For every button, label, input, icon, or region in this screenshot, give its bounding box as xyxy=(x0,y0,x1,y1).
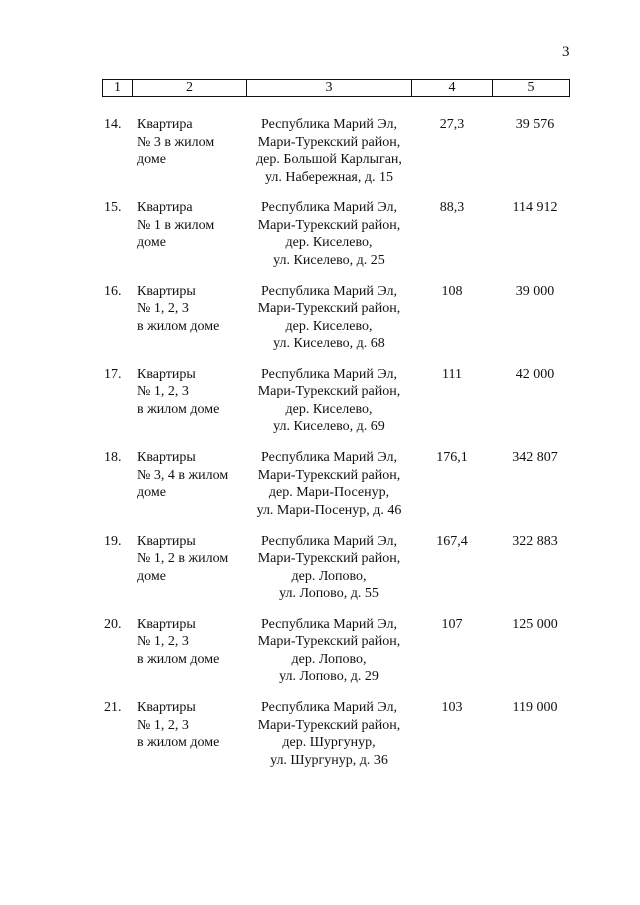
table-row xyxy=(0,283,640,363)
address-line: Мари-Турекский район, xyxy=(257,717,401,733)
property-name-line: в жилом доме xyxy=(137,735,220,751)
property-price: 125 000 xyxy=(512,616,558,632)
property-name xyxy=(137,366,247,419)
property-name-line: доме xyxy=(137,152,166,167)
property-name-line: № 1, 2, 3 xyxy=(137,634,189,650)
row-number: 14. xyxy=(104,117,122,132)
property-name-line: в жилом доме xyxy=(137,318,220,334)
property-price: 342 807 xyxy=(512,450,558,466)
property-address xyxy=(246,533,412,603)
address-line: Мари-Турекский район, xyxy=(257,217,401,233)
property-address xyxy=(246,366,412,436)
address-line: ул. Шургунур, д. 36 xyxy=(270,752,388,768)
header-col-3: 3 xyxy=(246,80,411,96)
table-row xyxy=(0,116,640,196)
address-line: дер. Киселево, xyxy=(285,235,373,251)
address-line: ул. Киселево, д. 25 xyxy=(273,252,385,268)
property-price: 39 000 xyxy=(515,283,555,299)
property-area: 167,4 xyxy=(436,533,468,549)
address-line: ул. Лопово, д. 55 xyxy=(279,586,379,601)
header-col-4: 4 xyxy=(411,80,492,96)
address-line: ул. Киселево, д. 69 xyxy=(273,419,385,435)
property-name-line: № 1, 2 в жилом xyxy=(137,551,229,566)
row-number: 18. xyxy=(104,450,122,466)
address-line: Мари-Турекский район, xyxy=(257,384,401,400)
table-row xyxy=(0,449,640,529)
address-line: Республика Марий Эл, xyxy=(261,450,397,466)
table-row xyxy=(0,199,640,279)
property-name-line: в жилом доме xyxy=(137,651,220,667)
property-name xyxy=(137,533,247,586)
address-line: дер. Большой Карлыган, xyxy=(256,152,402,167)
address-line: ул. Киселево, д. 68 xyxy=(273,336,385,352)
address-line: Республика Марий Эл, xyxy=(261,533,397,549)
property-name-line: № 3, 4 в жилом xyxy=(137,467,229,483)
property-name-line: Квартира xyxy=(137,200,193,216)
property-area: 107 xyxy=(441,616,463,632)
header-col-5: 5 xyxy=(492,80,570,96)
property-name xyxy=(137,449,247,502)
row-number: 17. xyxy=(104,366,122,382)
property-name-line: № 1, 2, 3 xyxy=(137,384,189,400)
address-line: ул. Лопово, д. 29 xyxy=(279,669,379,685)
address-line: ул. Мари-Посенур, д. 46 xyxy=(256,502,402,518)
property-name-line: Квартиры xyxy=(137,700,196,716)
property-name-line: Квартиры xyxy=(137,450,196,466)
address-line: дер. Лопово, xyxy=(291,568,367,584)
property-name xyxy=(137,616,247,669)
page-number: 3 xyxy=(562,44,570,60)
property-name-line: в жилом доме xyxy=(137,401,220,417)
address-line: дер. Мари-Посенур, xyxy=(268,485,390,501)
address-line: дер. Лопово, xyxy=(291,651,367,667)
property-address xyxy=(246,116,412,186)
row-number: 19. xyxy=(104,533,122,549)
property-price: 42 000 xyxy=(515,366,555,382)
property-name-line: № 3 в жилом xyxy=(137,134,215,150)
property-price: 39 576 xyxy=(515,117,555,132)
address-line: Мари-Турекский район, xyxy=(257,634,401,650)
table-row xyxy=(0,699,640,779)
address-line: дер. Киселево, xyxy=(285,401,373,417)
property-area: 103 xyxy=(441,700,463,716)
property-name xyxy=(137,699,247,752)
property-area: 88,3 xyxy=(439,200,465,216)
property-area: 111 xyxy=(442,366,462,382)
property-address xyxy=(246,699,412,769)
property-price: 119 000 xyxy=(512,700,558,716)
property-name-line: доме xyxy=(137,568,166,584)
property-name-line: Квартиры xyxy=(137,366,196,382)
property-name xyxy=(137,283,247,336)
address-line: Республика Марий Эл, xyxy=(261,117,397,132)
table-row xyxy=(0,366,640,446)
property-name xyxy=(137,116,247,169)
address-line: Мари-Турекский район, xyxy=(257,467,401,483)
property-address xyxy=(246,283,412,353)
property-name-line: № 1 в жилом xyxy=(137,217,215,233)
row-number: 20. xyxy=(104,616,122,632)
property-name-line: Квартиры xyxy=(137,533,196,549)
address-line: Мари-Турекский район, xyxy=(257,134,401,150)
address-line: ул. Набережная, д. 15 xyxy=(264,169,393,185)
address-line: Республика Марий Эл, xyxy=(261,283,397,299)
address-line: Мари-Турекский район, xyxy=(257,551,401,566)
property-name-line: Квартиры xyxy=(137,283,196,299)
table-header xyxy=(102,79,570,97)
address-line: Мари-Турекский район, xyxy=(257,301,401,317)
property-name-line: доме xyxy=(137,235,166,251)
property-price: 114 912 xyxy=(512,200,558,216)
address-line: дер. Шургунур, xyxy=(282,735,376,751)
address-line: дер. Киселево, xyxy=(285,318,373,334)
property-name-line: № 1, 2, 3 xyxy=(137,301,189,317)
property-name xyxy=(137,199,247,252)
property-area: 27,3 xyxy=(439,117,465,132)
row-number: 15. xyxy=(104,200,122,216)
property-address xyxy=(246,199,412,269)
row-number: 21. xyxy=(104,700,122,716)
address-line: Республика Марий Эл, xyxy=(261,200,397,216)
property-price: 322 883 xyxy=(512,533,558,549)
property-address xyxy=(246,449,412,519)
property-name-line: № 1, 2, 3 xyxy=(137,717,189,733)
address-line: Республика Марий Эл, xyxy=(261,616,397,632)
address-line: Республика Марий Эл, xyxy=(261,700,397,716)
property-area: 108 xyxy=(441,283,463,299)
property-name-line: доме xyxy=(137,485,166,501)
table-row xyxy=(0,533,640,613)
property-address xyxy=(246,616,412,686)
address-line: Республика Марий Эл, xyxy=(261,366,397,382)
row-number: 16. xyxy=(104,283,122,299)
header-col-1: 1 xyxy=(102,80,132,96)
property-area: 176,1 xyxy=(436,450,468,466)
table-row xyxy=(0,616,640,696)
property-name-line: Квартиры xyxy=(137,616,196,632)
property-name-line: Квартира xyxy=(137,117,193,132)
header-col-2: 2 xyxy=(132,80,246,96)
